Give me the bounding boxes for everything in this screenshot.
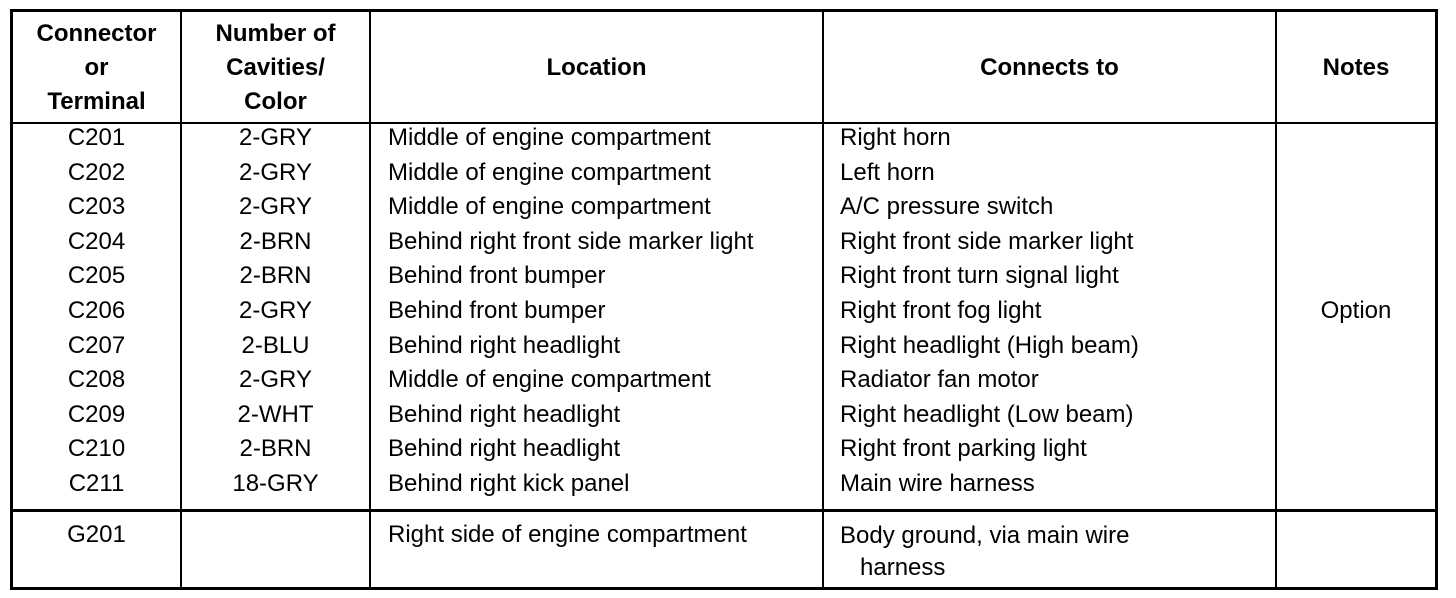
table-row-cavities: 2-WHT [237, 400, 314, 428]
ground-connects-to [840, 520, 1272, 584]
header-connects-to: Connects to [980, 53, 1119, 81]
header-cavities-line3: Color [244, 87, 307, 115]
table-row-location: Behind right headlight [388, 331, 621, 359]
header-connector-line1: Connector [36, 19, 157, 47]
ground-location: Right side of engine compartment [388, 521, 747, 548]
table-row-connects-to: Radiator fan motor [840, 366, 1039, 394]
table-row-cavities: 2-BLU [241, 331, 310, 359]
header-connector [13, 12, 180, 123]
table-row-connector: C202 [67, 158, 126, 186]
table-row-connects-to: Main wire harness [840, 469, 1035, 497]
table-row-location: Behind right front side marker light [388, 227, 754, 255]
table-row-connects-to: Left horn [840, 158, 935, 186]
header-cavities-line2: Cavities/ [226, 53, 325, 81]
table-row-connects-to: Right front parking light [840, 435, 1087, 463]
table-row-connector: C201 [67, 124, 126, 151]
connects-to-column [840, 121, 1272, 502]
table-row-location: Behind right headlight [388, 435, 621, 463]
table-row-connects-to: Right front side marker light [840, 227, 1134, 255]
table-row-connector: C203 [67, 193, 126, 221]
connector-column [13, 121, 180, 502]
table-row-location: Behind front bumper [388, 262, 606, 290]
table-row-location: Middle of engine compartment [388, 124, 711, 151]
table-row-cavities: 2-BRN [239, 262, 312, 290]
location-column [388, 121, 820, 502]
table-row-connector: C209 [67, 400, 126, 428]
table-row-connector: C208 [67, 366, 126, 394]
table-row-cavities: 2-BRN [239, 227, 312, 255]
table-row-cavities: 2-BRN [239, 435, 312, 463]
table-row-location: Middle of engine compartment [388, 193, 711, 221]
table-row-location: Behind front bumper [388, 296, 606, 324]
table-row-location: Middle of engine compartment [388, 158, 711, 186]
table-row-connector: C207 [67, 331, 126, 359]
table-row-connects-to: Right headlight (High beam) [840, 331, 1139, 359]
table-row-connects-to: Right front fog light [840, 296, 1042, 324]
table-row-connects-to: Right headlight (Low beam) [840, 400, 1134, 428]
table-row-cavities: 18-GRY [232, 469, 319, 497]
connector-table [10, 9, 1438, 590]
table-row-cavities: 2-GRY [239, 193, 312, 221]
table-row-cavities: 2-GRY [239, 124, 312, 151]
table-row-cavities: 2-GRY [239, 366, 312, 394]
header-notes: Notes [1322, 53, 1390, 81]
ground-connects-to-line1: Body ground, via main wire [840, 522, 1130, 549]
ground-connects-to-line2: harness [860, 554, 946, 581]
header-connector-line3: Terminal [47, 87, 146, 115]
table-row-cavities: 2-GRY [239, 158, 312, 186]
table-row-connects-to: Right front turn signal light [840, 262, 1119, 290]
header-cavities [182, 12, 369, 123]
cavities-column [182, 121, 369, 502]
notes-option: Option [1320, 297, 1392, 324]
table-row-connector: C211 [68, 469, 125, 497]
table-row-connector: C210 [67, 435, 126, 463]
header-location: Location [546, 53, 647, 81]
header-connector-line2: or [84, 53, 109, 81]
header-cavities-line1: Number of [215, 19, 336, 47]
table-row-connects-to: A/C pressure switch [840, 193, 1054, 221]
ground-connector: G201 [67, 521, 126, 548]
table-row-connector: C204 [67, 227, 126, 255]
table-row-location: Behind right kick panel [388, 469, 630, 497]
table-row-connector: C206 [67, 296, 126, 324]
table-row-connects-to: Right horn [840, 124, 951, 151]
table-row-connector: C205 [67, 262, 126, 290]
table-row-cavities: 2-GRY [239, 296, 312, 324]
table-row-location: Middle of engine compartment [388, 366, 711, 394]
group-divider [13, 509, 1435, 512]
table-row-location: Behind right headlight [388, 400, 621, 428]
